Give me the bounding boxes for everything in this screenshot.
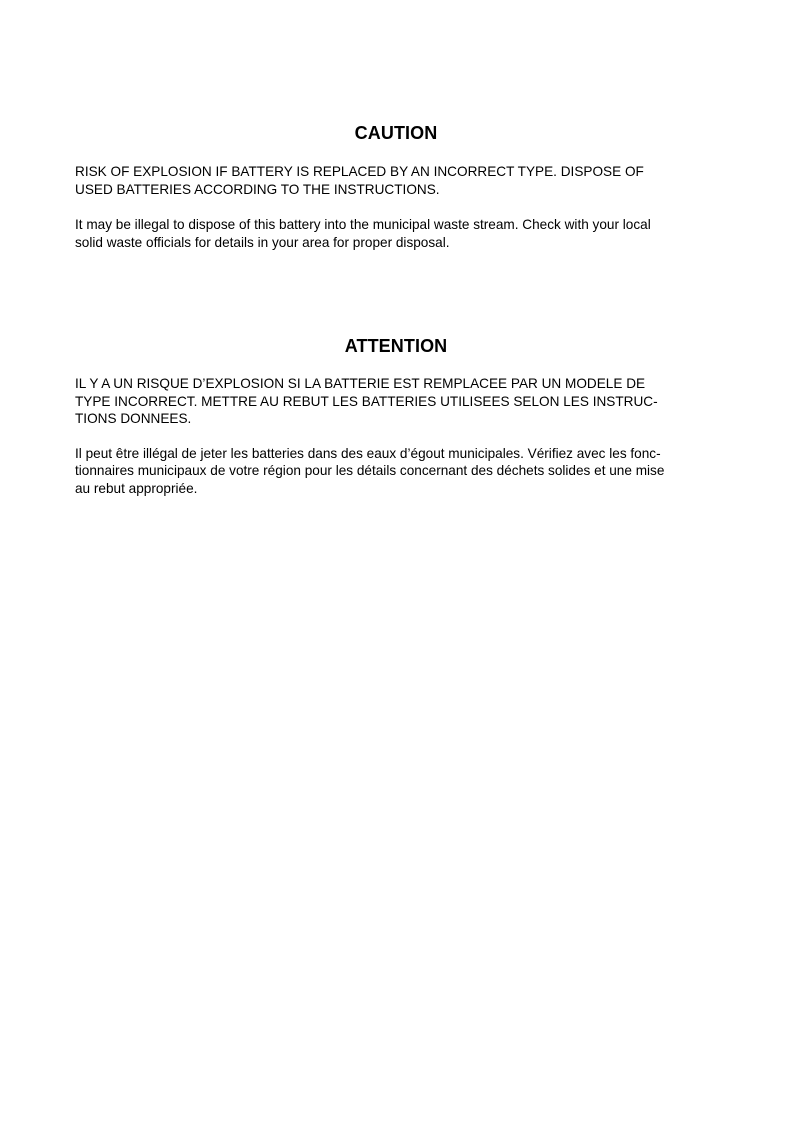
caution-disposal-text: It may be illegal to dispose of this battery into the municipal waste stream. Check with your local solid waste officials for details in your area for proper disposal. bbox=[75, 217, 651, 250]
caution-warning-text: RISK OF EXPLOSION IF BATTERY IS REPLACED BY AN INCORRECT TYPE. DISPOSE OF USED BATTERIES ACCORDING TO THE INSTRUCTIONS. bbox=[75, 164, 644, 197]
caution-heading: CAUTION bbox=[354, 123, 438, 143]
attention-heading: ATTENTION bbox=[344, 336, 448, 356]
attention-disposal-text: Il peut être illégal de jeter les batteries dans des eaux d’égout municipales. Vérifiez avec les fonc- tionnaires municipaux de votre région pour les détails concernant des déchets solides et une mise au rebut appropriée. bbox=[75, 445, 665, 496]
attention-warning-text: IL Y A UN RISQUE D’EXPLOSION SI LA BATTERIE EST REMPLACEE PAR UN MODELE DE TYPE INCORRECT. METTRE AU REBUT LES BATTERIES UTILISEES SELON LES INSTRUC- TIONS DONNEES. bbox=[75, 376, 658, 426]
caution-section bbox=[75, 122, 717, 251]
attention-section bbox=[75, 335, 717, 497]
